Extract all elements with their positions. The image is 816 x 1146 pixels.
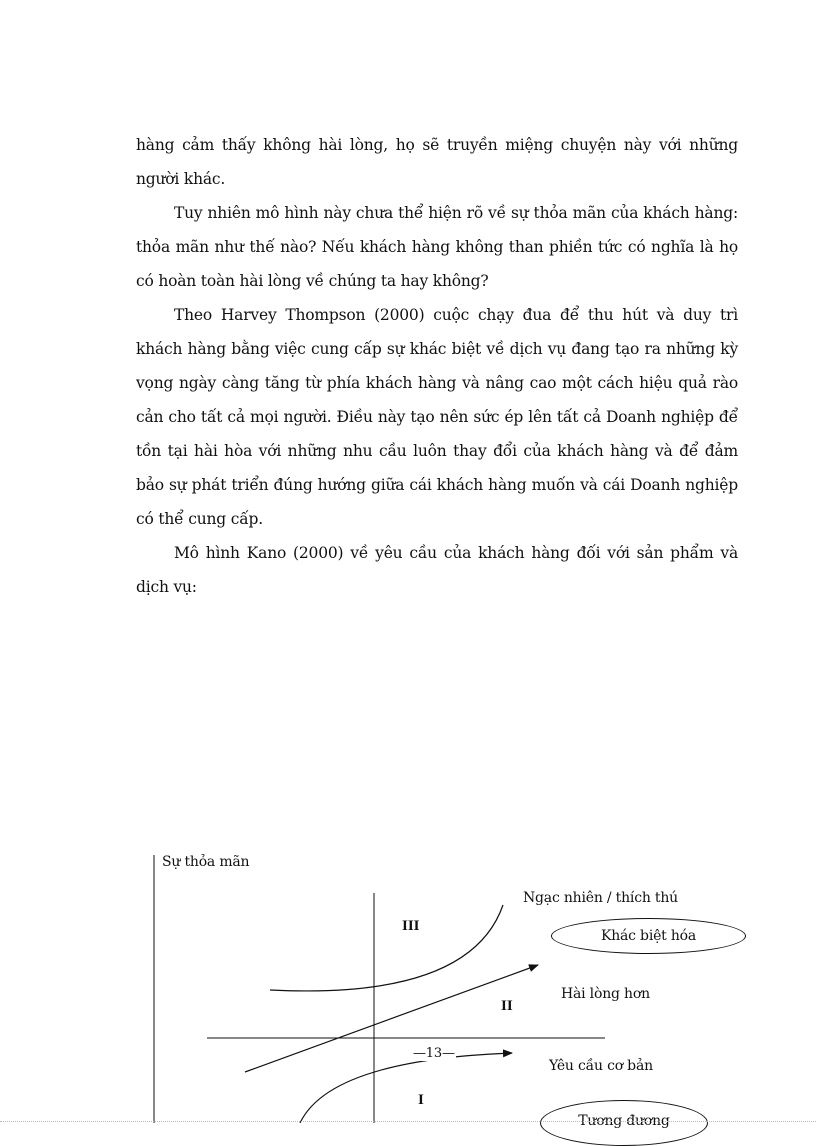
differentiation-oval	[551, 918, 746, 954]
basic-requirement-label: Yêu cầu cơ bản	[549, 1058, 653, 1074]
paragraph-3: Theo Harvey Thompson (2000) cuộc chạy đua để thu hút và duy trì khách hàng bằng việc cung cấp sự khác biệt về dịch vụ đang tạo ra những kỳ vọng ngày càng tăng từ phía khách hàng và nâng cao một cách hiệu quả rào cản cho tất cả mọi người. Điều này tạo nên sức ép lên tất cả Doanh nghiệp để tồn tại hài hòa với những nhu cầu luôn thay đổi của khách hàng và để đảm bảo sự phát triển đúng hướng giữa cái khách hàng muốn và cái Doanh nghiệp có thể cung cấp.	[136, 306, 738, 528]
y-axis-label: Sự thỏa mãn	[162, 854, 250, 870]
performance-line	[245, 965, 538, 1072]
paragraph-4: Mô hình Kano (2000) về yêu cầu của khách hàng đối với sản phẩm và dịch vụ:	[136, 544, 738, 596]
page-bottom-rule	[0, 1121, 816, 1122]
paragraph-1: hàng cảm thấy không hài lòng, họ sẽ truyền miệng chuyện này với những người khác.	[136, 136, 738, 188]
region-ii-label: II	[501, 998, 513, 1014]
differentiation-label: Khác biệt hóa	[600, 928, 697, 944]
equivalent-oval	[540, 1100, 708, 1146]
basic-curve	[300, 1053, 512, 1123]
page-number: —13—	[413, 1046, 455, 1061]
paragraph-2: Tuy nhiên mô hình này chưa thể hiện rõ về sự thỏa mãn của khách hàng: thỏa mãn như thế nào? Nếu khách hàng không than phiền tức có nghĩa là họ có hoàn toàn hài lòng về chúng ta hay không?	[136, 204, 738, 290]
region-i-label: I	[418, 1092, 424, 1108]
region-iii-label: III	[402, 918, 420, 934]
surprise-label: Ngạc nhiên / thích thú	[523, 890, 678, 906]
excitement-curve	[270, 905, 503, 991]
equivalent-label: Tương đương	[578, 1113, 670, 1129]
more-satisfied-label: Hài lòng hơn	[561, 986, 650, 1002]
